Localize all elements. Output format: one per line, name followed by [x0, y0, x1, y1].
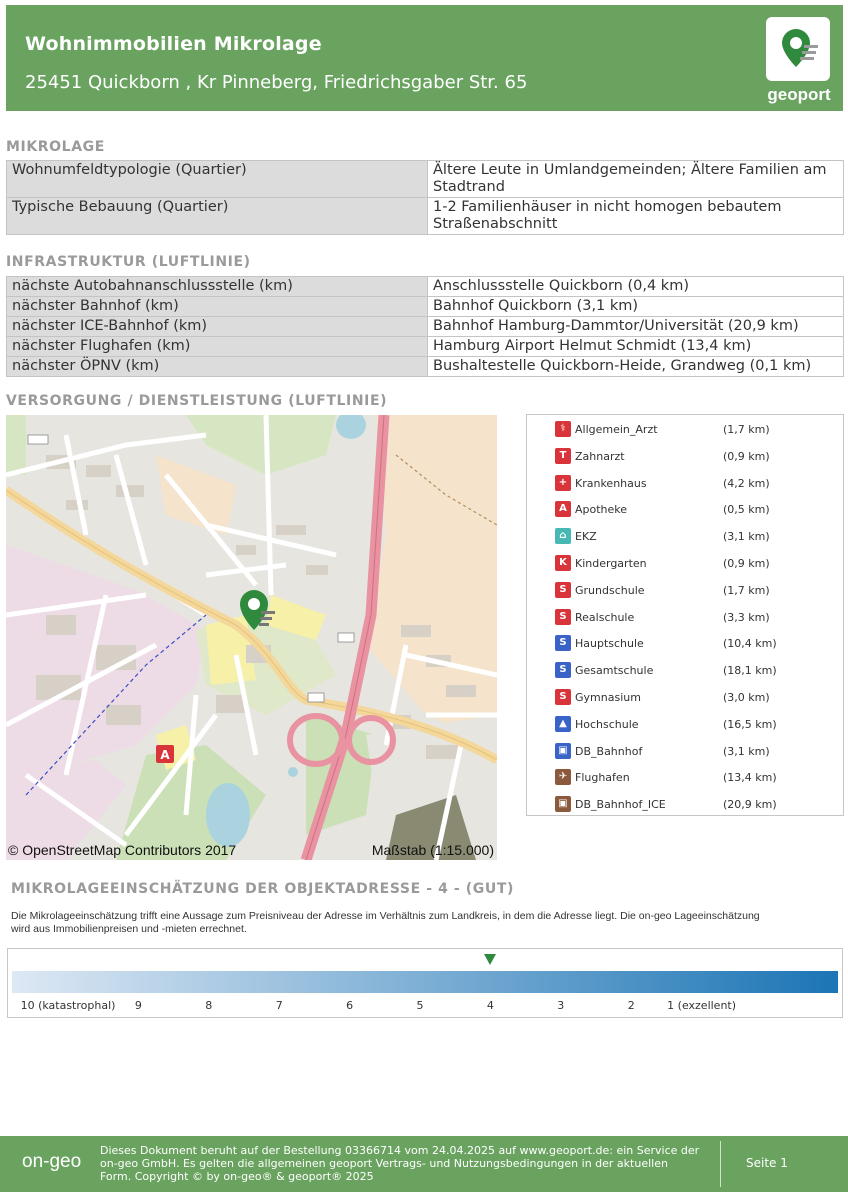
poi-label: Grundschule	[575, 583, 645, 597]
scale-tick-label: 6	[346, 999, 354, 1012]
school-icon: S	[555, 689, 571, 705]
mikrolage-table	[6, 160, 844, 235]
poi-distance: (3,0 km)	[723, 691, 770, 704]
scale-tick-label: 4	[486, 999, 494, 1012]
poi-distance: (3,3 km)	[723, 610, 770, 624]
scale-tick-label: 3	[557, 999, 565, 1012]
report-title: Wohnimmobilien Mikrolage	[25, 33, 322, 55]
pharmacy-icon: A	[555, 501, 571, 517]
poi-label: Apotheke	[575, 503, 628, 517]
section-title-versorgung: VERSORGUNG / DIENSTLEISTUNG (LUFTLINIE)	[6, 393, 388, 409]
geoport-logo-text: geoport	[767, 85, 831, 104]
table-row	[7, 337, 844, 357]
row-value: Bahnhof Quickborn (3,1 km)	[428, 297, 844, 317]
footer-disclaimer: Dieses Dokument beruht auf der Bestellung 03366714 vom 24.04.2025 auf www.geoport.de: ein Service der on-geo GmbH. Es gelten die allgemeinen geoport Vertrags- und Nutzungsbedingungen in der aktuellen Form. Copyright © by on-geo® & geoport® 2025	[100, 1144, 700, 1183]
poi-label: EKZ	[575, 530, 597, 544]
row-value: Hamburg Airport Helmut Schmidt (13,4 km)	[428, 337, 844, 357]
rating-marker-icon	[484, 954, 496, 965]
map-canvas	[6, 415, 497, 860]
row-key: nächste Autobahnanschlussstelle (km)	[7, 277, 428, 297]
table-row	[7, 161, 844, 198]
row-key: Wohnumfeldtypologie (Quartier)	[7, 161, 428, 198]
poi-label: Flughafen	[575, 771, 630, 785]
table-row	[7, 357, 844, 377]
table-row	[7, 277, 844, 297]
train-icon: ▣	[555, 796, 571, 812]
poi-legend	[526, 414, 844, 816]
scale-tick-label: 5	[416, 999, 424, 1012]
row-key: Typische Bebauung (Quartier)	[7, 198, 428, 235]
poi-distance: (0,9 km)	[723, 449, 770, 463]
school-icon: S	[555, 582, 571, 598]
table-row	[7, 297, 844, 317]
poi-label: Krankenhaus	[575, 476, 647, 490]
scale-tick-label: 7	[275, 999, 283, 1012]
on-geo-logo: on-geo	[22, 1151, 82, 1172]
poi-distance: (10,4 km)	[723, 637, 777, 651]
shopping-center-icon: ⌂	[555, 528, 571, 544]
row-value: Anschlussstelle Quickborn (0,4 km)	[428, 277, 844, 297]
poi-distance: (4,2 km)	[723, 476, 770, 490]
poi-distance: (0,5 km)	[723, 503, 770, 517]
poi-distance: (1,7 km)	[723, 423, 770, 436]
train-icon: ▣	[555, 743, 571, 759]
rating-description: Die Mikrolageeinschätzung trifft eine Aussage zum Preisniveau der Adresse im Verhältnis zum Landkreis, in dem die Adresse liegt. Die on-geo Lageeinschätzung wird aus Immobilienpreisen und -mieten errechnet.	[11, 910, 760, 935]
rating-scale	[7, 948, 843, 1018]
poi-distance: (0,9 km)	[723, 557, 770, 570]
infrastruktur-table	[6, 276, 844, 377]
row-key: nächster ICE-Bahnhof (km)	[7, 317, 428, 337]
rating-gradient-bar	[12, 971, 838, 993]
row-key: nächster ÖPNV (km)	[7, 357, 428, 377]
poi-distance: (18,1 km)	[723, 664, 777, 678]
svg-text:A: A	[160, 748, 170, 762]
map-copyright: © OpenStreetMap Contributors 2017	[8, 842, 237, 858]
location-map[interactable]	[6, 415, 497, 860]
scale-tick-label: 10 (katastrophal)	[20, 999, 116, 1012]
scale-tick-label: 2	[627, 999, 635, 1012]
scale-tick-label: 1 (exzellent)	[667, 999, 737, 1012]
page-number: Seite 1	[746, 1156, 788, 1170]
report-footer	[0, 1136, 848, 1192]
row-value: Bahnhof Hamburg-Dammtor/Universität (20,9 km)	[428, 317, 844, 337]
row-value: Bushaltestelle Quickborn-Heide, Grandweg (0,1 km)	[428, 357, 844, 377]
school-icon: S	[555, 635, 571, 651]
report-header	[6, 5, 843, 111]
poi-distance: (3,1 km)	[723, 530, 770, 544]
poi-distance: (20,9 km)	[723, 798, 777, 812]
poi-label: DB_Bahnhof_ICE	[575, 798, 666, 812]
table-row	[7, 317, 844, 337]
poi-distance: (13,4 km)	[723, 771, 777, 785]
poi-label: Allgemein_Arzt	[575, 423, 658, 436]
section-title-infrastruktur: INFRASTRUKTUR (LUFTLINIE)	[6, 254, 251, 270]
poi-distance: (16,5 km)	[723, 717, 777, 731]
row-value: Ältere Leute in Umlandgemeinden; Ältere Familien am Stadtrand	[428, 161, 844, 198]
row-key: nächster Flughafen (km)	[7, 337, 428, 357]
poi-label: DB_Bahnhof	[575, 744, 643, 758]
map-scale: Maßstab (1:15.000)	[371, 842, 494, 858]
table-row	[7, 198, 844, 235]
scale-tick-label: 9	[134, 999, 142, 1012]
geoport-logo	[766, 17, 830, 81]
hospital-icon: +	[555, 475, 571, 491]
poi-label: Kindergarten	[575, 557, 647, 570]
school-icon: S	[555, 662, 571, 678]
poi-distance: (1,7 km)	[723, 583, 770, 597]
object-address: 25451 Quickborn , Kr Pinneberg, Friedrichsgaber Str. 65	[25, 72, 528, 93]
section-title-mikrolage: MIKROLAGE	[6, 139, 105, 155]
kindergarten-icon: K	[555, 555, 571, 571]
section-title-mikrolageeinschaetzung: MIKROLAGEEINSCHÄTZUNG DER OBJEKTADRESSE - 4 - (GUT)	[11, 881, 515, 897]
poi-label: Hauptschule	[575, 637, 644, 651]
poi-distance: (3,1 km)	[723, 744, 770, 758]
tooth-icon: T	[555, 448, 571, 464]
poi-label: Realschule	[575, 610, 635, 624]
poi-label: Gymnasium	[575, 691, 641, 704]
map-pin-icon	[766, 17, 830, 81]
poi-label: Zahnarzt	[575, 449, 625, 463]
doctor-icon: ⚕	[555, 421, 571, 437]
graduation-cap-icon: ▲	[555, 716, 571, 732]
airplane-icon: ✈	[555, 769, 571, 785]
row-key: nächster Bahnhof (km)	[7, 297, 428, 317]
school-icon: S	[555, 609, 571, 625]
poi-label: Hochschule	[575, 717, 639, 731]
poi-label: Gesamtschule	[575, 664, 654, 678]
row-value: 1-2 Familienhäuser in nicht homogen bebautem Straßenabschnitt	[428, 198, 844, 235]
scale-tick-label: 8	[205, 999, 213, 1012]
footer-divider	[720, 1141, 721, 1187]
